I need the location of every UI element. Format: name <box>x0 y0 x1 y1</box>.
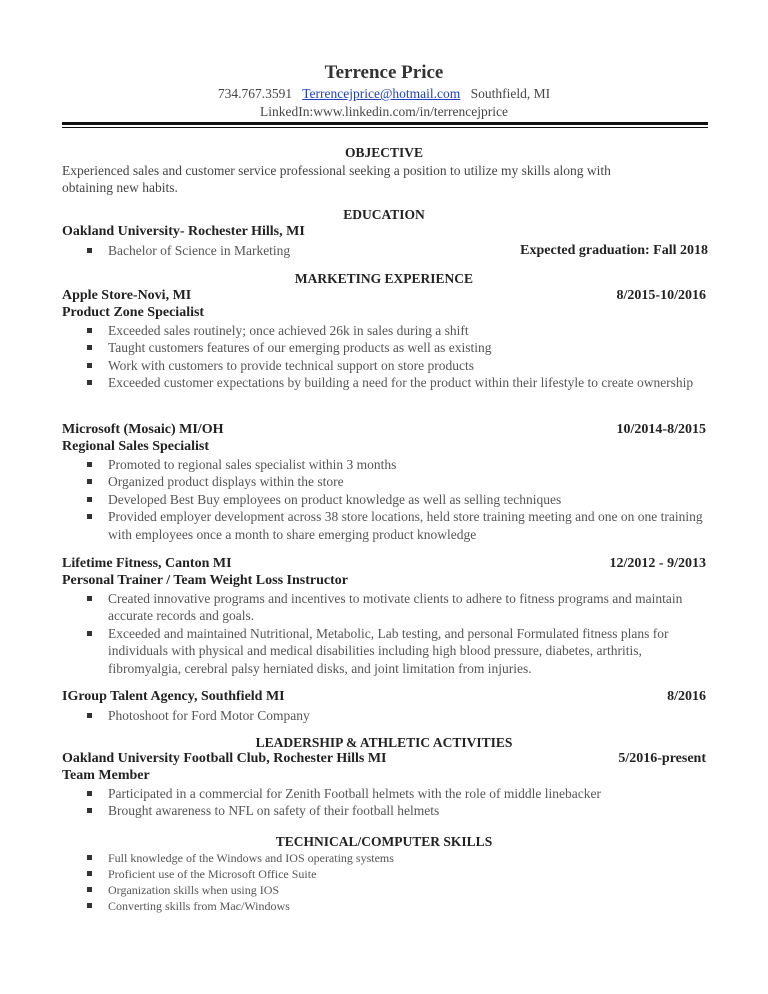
list-item: Converting skills from Mac/Windows <box>0 898 768 914</box>
job-bullets <box>0 322 768 392</box>
job-bullets <box>0 456 768 543</box>
job-company <box>62 751 708 767</box>
email-link[interactable]: Terrencejprice@hotmail.com <box>302 86 461 101</box>
list-item: Exceeded customer expectations by building a need for the product within their lifestyle to create ownership <box>0 374 768 391</box>
bullet-icon <box>87 631 92 636</box>
header-divider <box>62 122 708 125</box>
list-item: Provided employer development across 38 store locations, held store training meeting and one on one training with employees once a month to share emerging product knowledge <box>0 508 768 543</box>
leadership-bullets <box>0 785 768 820</box>
list-item: Proficient use of the Microsoft Office Suite <box>0 866 768 882</box>
bullet-icon <box>87 248 92 253</box>
bullet-icon <box>87 596 92 601</box>
job-company <box>62 556 708 572</box>
company-name: Oakland University Football Club, Rochester Hills MI <box>62 751 387 766</box>
job-title: Personal Trainer / Team Weight Loss Instructor <box>62 573 348 588</box>
job-bullets <box>0 707 768 724</box>
company-name: IGroup Talent Agency, Southfield MI <box>62 689 285 704</box>
job-date: 8/2016 <box>667 689 706 704</box>
list-item: Photoshoot for Ford Motor Company <box>0 707 768 724</box>
bullet-icon <box>87 855 92 860</box>
job-company <box>62 288 708 304</box>
list-item: Full knowledge of the Windows and IOS operating systems <box>0 850 768 866</box>
list-item <box>0 242 768 259</box>
company-name: Microsoft (Mosaic) MI/OH <box>62 422 224 437</box>
bullet-icon <box>87 887 92 892</box>
marketing-heading: MARKETING EXPERIENCE <box>294 271 474 286</box>
phone-number: 734.767.3591 <box>217 86 293 101</box>
bullet-icon <box>87 713 92 718</box>
list-item: Participated in a commercial for Zenith Football helmets with the role of middle linebacker <box>0 785 768 802</box>
job-date: 12/2012 - 9/2013 <box>609 556 706 571</box>
school-name: Oakland University- Rochester Hills, MI <box>62 224 305 239</box>
list-item: Organized product displays within the store <box>0 473 768 490</box>
skills-heading: TECHNICAL/COMPUTER SKILLS <box>275 834 493 849</box>
bullet-icon <box>87 328 92 333</box>
list-item: Brought awareness to NFL on safety of their football helmets <box>0 802 768 819</box>
list-item: Developed Best Buy employees on product knowledge as well as selling techniques <box>0 491 768 508</box>
objective-heading: OBJECTIVE <box>344 145 424 160</box>
education-list <box>0 242 768 259</box>
linkedin-url[interactable]: LinkedIn:www.linkedin.com/in/terrencejprice <box>259 104 509 119</box>
job-title: Team Member <box>62 768 150 783</box>
list-item: Organization skills when using IOS <box>0 882 768 898</box>
job-date: 8/2015-10/2016 <box>616 288 706 303</box>
resume-name: Terrence Price <box>324 62 444 83</box>
job-date: 5/2016-present <box>618 751 706 766</box>
skills-bullets <box>0 850 768 914</box>
graduation-date: Expected graduation: Fall 2018 <box>520 243 708 258</box>
bullet-icon <box>87 462 92 467</box>
header-divider-thin <box>62 127 708 128</box>
job-company <box>62 689 708 705</box>
bullet-icon <box>87 871 92 876</box>
job-title: Regional Sales Specialist <box>62 439 210 454</box>
leadership-heading: LEADERSHIP & ATHLETIC ACTIVITIES <box>255 735 513 750</box>
job-bullets <box>0 590 768 677</box>
list-item: Created innovative programs and incentives to motivate clients to adhere to fitness programs and maintain accurate records and goals. <box>0 590 768 625</box>
job-title: Product Zone Specialist <box>62 305 205 320</box>
bullet-icon <box>87 514 92 519</box>
bullet-icon <box>87 479 92 484</box>
education-heading: EDUCATION <box>343 207 425 222</box>
job-date: 10/2014-8/2015 <box>616 422 706 437</box>
list-item: Exceeded and maintained Nutritional, Metabolic, Lab testing, and personal Formulated fitness plans for individuals with physical and medical disabilities including high blood pressure, diabetes, arthritis, fibromyalgia, cerebral palsy herniated disks, and joint limitation from injuries. <box>0 625 768 677</box>
bullet-icon <box>87 791 92 796</box>
company-name: Apple Store-Novi, MI <box>62 288 192 303</box>
contact-line <box>0 86 768 102</box>
location: Southfield, MI <box>470 86 551 101</box>
degree: Bachelor of Science in Marketing <box>108 243 291 258</box>
bullet-icon <box>87 363 92 368</box>
company-name: Lifetime Fitness, Canton MI <box>62 556 232 571</box>
list-item: Work with customers to provide technical support on store products <box>0 357 768 374</box>
bullet-icon <box>87 380 92 385</box>
bullet-icon <box>87 345 92 350</box>
bullet-icon <box>87 808 92 813</box>
objective-line-1: Experienced sales and customer service professional seeking a position to utilize my skills along with <box>62 163 611 178</box>
list-item: Taught customers features of our emerging products as well as existing <box>0 339 768 356</box>
bullet-icon <box>87 903 92 908</box>
list-item: Promoted to regional sales specialist within 3 months <box>0 456 768 473</box>
job-company <box>62 422 708 438</box>
list-item: Exceeded sales routinely; once achieved 26k in sales during a shift <box>0 322 768 339</box>
objective-line-2: obtaining new habits. <box>62 180 178 195</box>
bullet-icon <box>87 497 92 502</box>
